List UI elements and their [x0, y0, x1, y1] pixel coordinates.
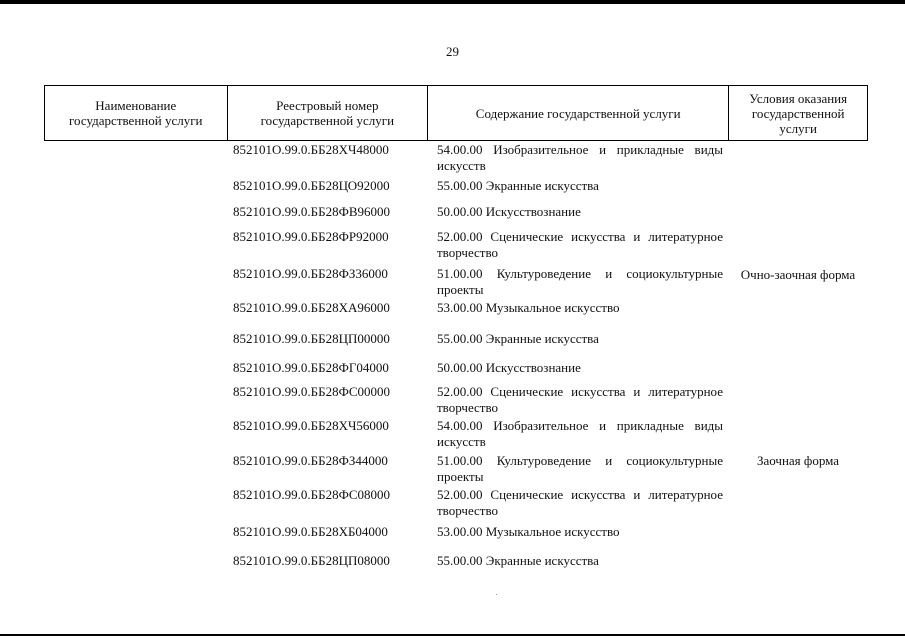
table-row: [0, 300, 905, 334]
service-content: 53.00.00 Музыкальное искусство: [437, 524, 620, 539]
header-service-conditions: Условия оказания государственной услуги: [749, 90, 848, 136]
condition-ochno-zaochnaya: Очно-заочная форма: [740, 267, 856, 282]
condition-zaochnaya: Заочная форма: [756, 453, 840, 468]
registry-number: 852101О.99.0.ББ28ХЧ48000: [233, 142, 389, 157]
header-registry-number: Реестровый номер государственной услуги: [228, 86, 429, 140]
table-row: [0, 142, 905, 176]
service-content: 54.00.00 Изобразительное и прикладные виды искусств: [437, 418, 723, 449]
registry-number: 852101О.99.0.ББ28ХА96000: [233, 300, 390, 315]
service-content: 52.00.00 Сценические искусства и литературное творчество: [437, 229, 723, 260]
header-service-content: Содержание государственной услуги: [428, 86, 729, 140]
table-row: [0, 229, 905, 263]
service-content: 55.00.00 Экранные искусства: [437, 553, 599, 568]
bottom-border: [0, 634, 905, 636]
service-content: 53.00.00 Музыкальное искусство: [437, 300, 620, 315]
registry-number: 852101О.99.0.ББ28ФС08000: [233, 487, 391, 502]
service-content: 50.00.00 Искусствознание: [437, 204, 581, 219]
service-content: 52.00.00 Сценические искусства и литературное творчество: [437, 487, 723, 518]
registry-number: 852101О.99.0.ББ28ЦП08000: [233, 553, 390, 568]
registry-number: 852101О.99.0.ББ28ЦП00000: [233, 331, 390, 346]
registry-number: 852101О.99.0.ББ28ХБ04000: [233, 524, 388, 539]
table-row: [0, 384, 905, 418]
page-number: 29: [446, 44, 459, 59]
registry-number: 852101О.99.0.ББ28ХЧ56000: [233, 418, 389, 433]
service-content: 50.00.00 Искусствознание: [437, 360, 581, 375]
header-service-name: Наименование государственной услуги: [45, 86, 228, 140]
scan-speck: [496, 594, 497, 595]
registry-number: 852101О.99.0.ББ28ФЗ44000: [233, 453, 388, 468]
service-content: 54.00.00 Изобразительное и прикладные виды искусств: [437, 142, 723, 173]
service-content: 52.00.00 Сценические искусства и литературное творчество: [437, 384, 723, 415]
registry-number: 852101О.99.0.ББ28ФЗ36000: [233, 266, 388, 281]
service-content: 55.00.00 Экранные искусства: [437, 178, 599, 193]
table-row: [0, 553, 905, 587]
registry-number: 852101О.99.0.ББ28ФР92000: [233, 229, 389, 244]
registry-number: 852101О.99.0.ББ28ФС00000: [233, 384, 391, 399]
service-content: 55.00.00 Экранные искусства: [437, 331, 599, 346]
registry-number: 852101О.99.0.ББ28ФГ04000: [233, 360, 389, 375]
service-content: 51.00.00 Культуроведение и социокультурные проекты: [437, 453, 723, 484]
table-header: [44, 85, 868, 141]
registry-number: 852101О.99.0.ББ28ЦО92000: [233, 178, 390, 193]
table-row: [0, 487, 905, 521]
top-border: [0, 0, 905, 4]
registry-number: 852101О.99.0.ББ28ФВ96000: [233, 204, 391, 219]
service-content: 51.00.00 Культуроведение и социокультурные проекты: [437, 266, 723, 297]
table-row: [0, 418, 905, 452]
